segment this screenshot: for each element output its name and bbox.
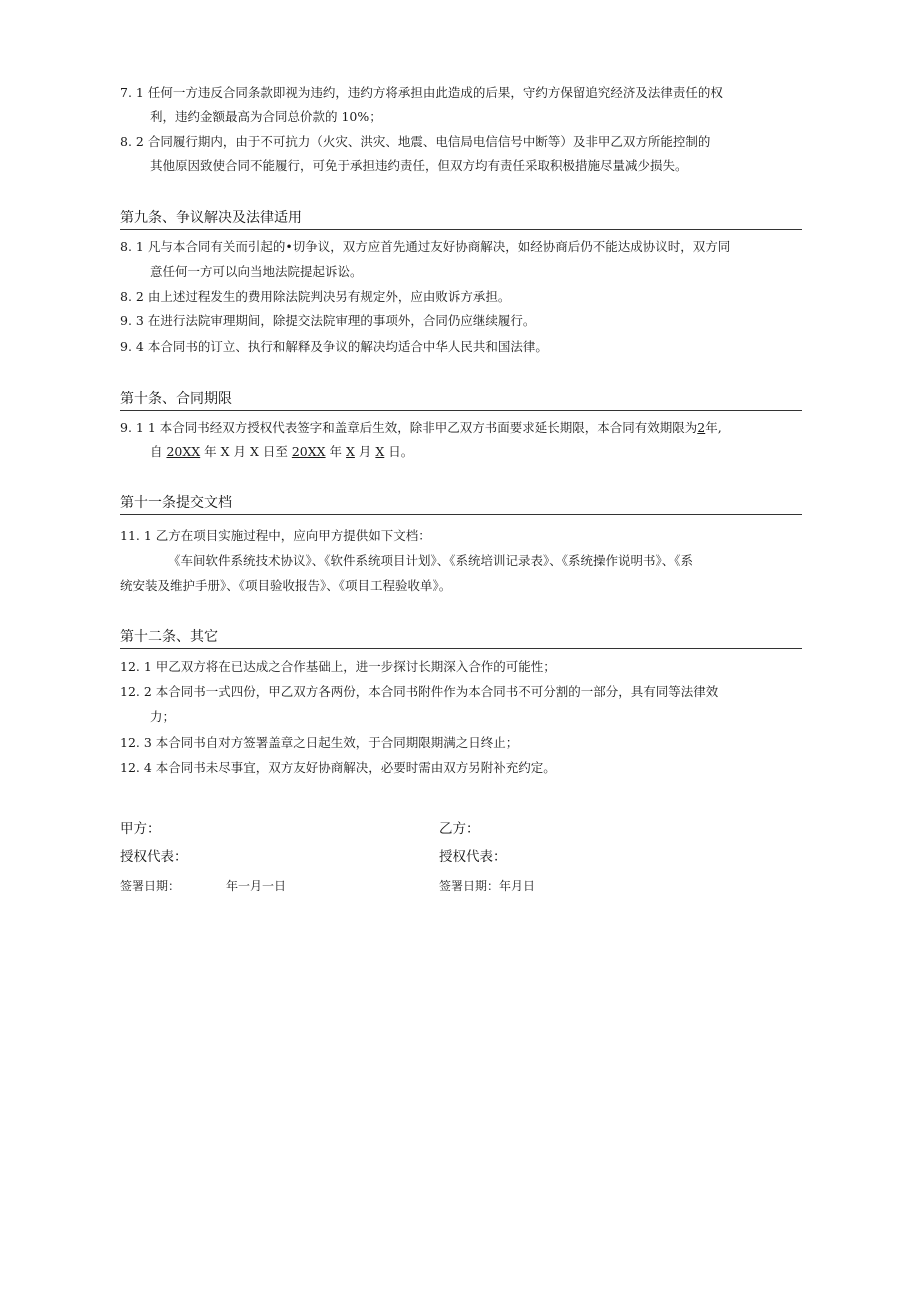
clause-10-line1-suffix: 年, [705, 420, 722, 435]
party-a-label: 甲方： [120, 821, 161, 837]
clause-8-2-line1: 8. 2 合同履行期内，由于不可抗力（火灾、洪灾、地震、电信局电信信号中断等）及非甲乙双方所能控制的 [120, 134, 711, 149]
clause-9-8-1-line1: 8. 1 凡与本合同有关而引起的•切争议，双方应首先通过友好协商解决，如经协商后仍不能达成协议时，双方同 [120, 239, 731, 254]
clause-12-4: 12. 4 本合同书未尽事宜，双方友好协商解决，必要时需由双方另附补充约定。 [120, 760, 556, 775]
clause-9-9-4: 9. 4 本合同书的订立、执行和解释及争议的解决均适合中华人民共和国法律。 [120, 339, 548, 354]
end-day: X [375, 444, 385, 459]
clause-9-8-2: 8. 2 由上述过程发生的费用除法院判决另有规定外，应由败诉方承担。 [120, 289, 511, 304]
document-list-line2: 统安装及维护手册》、《项目验收报告》、《项目工程验收单》。 [120, 578, 452, 593]
clause-12-2-line2: 力； [150, 709, 176, 724]
end-year: 20XX [291, 444, 326, 459]
start-date-rest: 年 X 月 X 日至 [200, 444, 292, 459]
clause-12-2-line1: 12. 2 本合同书一式四份，甲乙双方各两份，本合同书附件作为本合同书不可分割的一部分，具有同等法律效 [120, 684, 719, 699]
day-label: 日。 [384, 444, 414, 459]
section-11-heading: 第十一条提交文档 [120, 493, 802, 515]
party-a-rep-label: 授权代表： [120, 849, 188, 865]
clause-7-1-line2: 利，违约金额最高为合同总价款的 10%； [150, 109, 382, 124]
clause-10-line2 [150, 443, 413, 461]
clause-7-1-line1: 7. 1 任何一方违反合同条款即视为违约，违约方将承担由此造成的后果，守约方保留追究经济及法律责任的权 [120, 85, 723, 100]
clause-10-line1 [120, 419, 722, 437]
clause-9-8-1-line2: 意任何一方可以向当地法院提起诉讼。 [150, 264, 363, 279]
year-label: 年 [325, 444, 347, 459]
validity-years: 2 [697, 420, 706, 435]
end-month: X [346, 444, 355, 459]
clause-12-1: 12. 1 甲乙双方将在已达成之合作基础上，进一步探讨长期深入合作的可能性； [120, 659, 556, 674]
party-b-date: 签署日期：年月日 [439, 879, 536, 893]
party-b-rep-label: 授权代表： [439, 849, 507, 865]
section-10-heading: 第十条、合同期限 [120, 389, 802, 411]
clause-12-3: 12. 3 本合同书自对方签署盖章之日起生效，于合同期限期满之日终止； [120, 735, 519, 750]
section-12-heading: 第十二条、其它 [120, 627, 802, 649]
document-list-line1: 《车间软件系统技术协议》、《软件系统项目计划》、《系统培训记录表》、《系统操作说明书》、《系 [168, 553, 694, 568]
section-9-heading: 第九条、争议解决及法律适用 [120, 208, 802, 230]
clause-10-line1-text: 9. 1 1 本合同书经双方授权代表签字和盖章后生效，除非甲乙双方书面要求延长期限，本合同有效期限为 [120, 420, 698, 435]
clause-8-2-line2: 其他原因致使合同不能履行，可免于承担违约责任，但双方均有责任采取积极措施尽量减少损失。 [150, 158, 688, 173]
from-label: 自 [150, 444, 167, 459]
clause-11-1: 11. 1 乙方在项目实施过程中，应向甲方提供如下文档： [120, 528, 431, 543]
party-b-label: 乙方： [439, 821, 480, 837]
clause-9-9-3: 9. 3 在进行法院审理期间，除提交法院审理的事项外，合同仍应继续履行。 [120, 313, 536, 328]
party-a-date-label: 签署日期： [120, 879, 181, 893]
start-year: 20XX [166, 444, 201, 459]
party-a-date-value: 年一月一日 [226, 879, 287, 893]
month-label: 月 [354, 444, 376, 459]
